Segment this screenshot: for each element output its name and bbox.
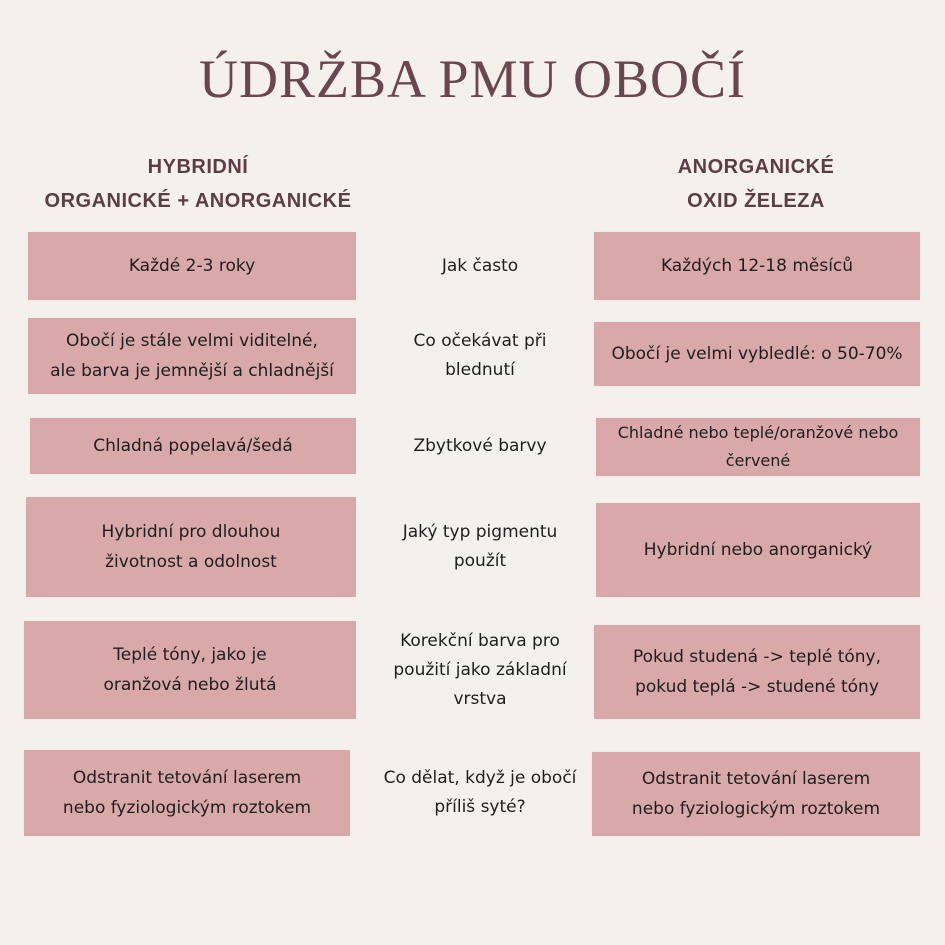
row-1-left-cell: Každé 2-3 roky	[28, 232, 356, 300]
row-3-left-cell: Chladná popelavá/šedá	[30, 418, 356, 474]
row-1-right-cell: Každých 12-18 měsíců	[594, 232, 920, 300]
row-5-label: Korekční barva pro použití jako základní vrstva	[393, 630, 567, 709]
inorganic-header-line2: OXID ŽELEZA	[687, 190, 825, 212]
hybrid-column-header	[28, 150, 368, 218]
row-5-left-cell: Teplé tóny, jako je oranžová nebo žlutá	[24, 621, 356, 719]
inorganic-column-header	[594, 150, 918, 218]
inorganic-header-line1: ANORGANICKÉ	[677, 156, 835, 178]
row-2-right-cell: Obočí je velmi vybledlé: o 50-70%	[594, 322, 920, 386]
row-3-label: Zbytkové barvy	[413, 435, 547, 456]
page-title: ÚDRŽBA PMU OBOČÍ	[198, 49, 747, 109]
row-6-left-cell: Odstranit tetování laserem nebo fyziologickým roztokem	[24, 750, 350, 836]
row-1-label: Jak často	[441, 255, 519, 276]
row-4-left-cell: Hybridní pro dlouhou životnost a odolnost	[26, 497, 356, 597]
row-6-label: Co dělat, když je obočí příliš syté?	[383, 768, 577, 817]
row-3-right-cell: Chladné nebo teplé/oranžové nebo červené	[596, 418, 920, 476]
row-4-right-cell: Hybridní nebo anorganický	[596, 503, 920, 597]
row-2-label: Co očekávat při blednutí	[413, 331, 547, 380]
row-5-right-cell: Pokud studená -> teplé tóny, pokud teplá -> studené tóny	[594, 625, 920, 719]
row-2-left-cell: Obočí je stále velmi viditelné, ale barva je jemnější a chladnější	[28, 318, 356, 394]
row-6-right-cell: Odstranit tetování laserem nebo fyziologickým roztokem	[592, 752, 920, 836]
hybrid-header-line1: HYBRIDNÍ	[147, 156, 249, 178]
row-4-label: Jaký typ pigmentu použít	[402, 522, 558, 571]
hybrid-header-line2: ORGANICKÉ + ANORGANICKÉ	[44, 190, 352, 212]
